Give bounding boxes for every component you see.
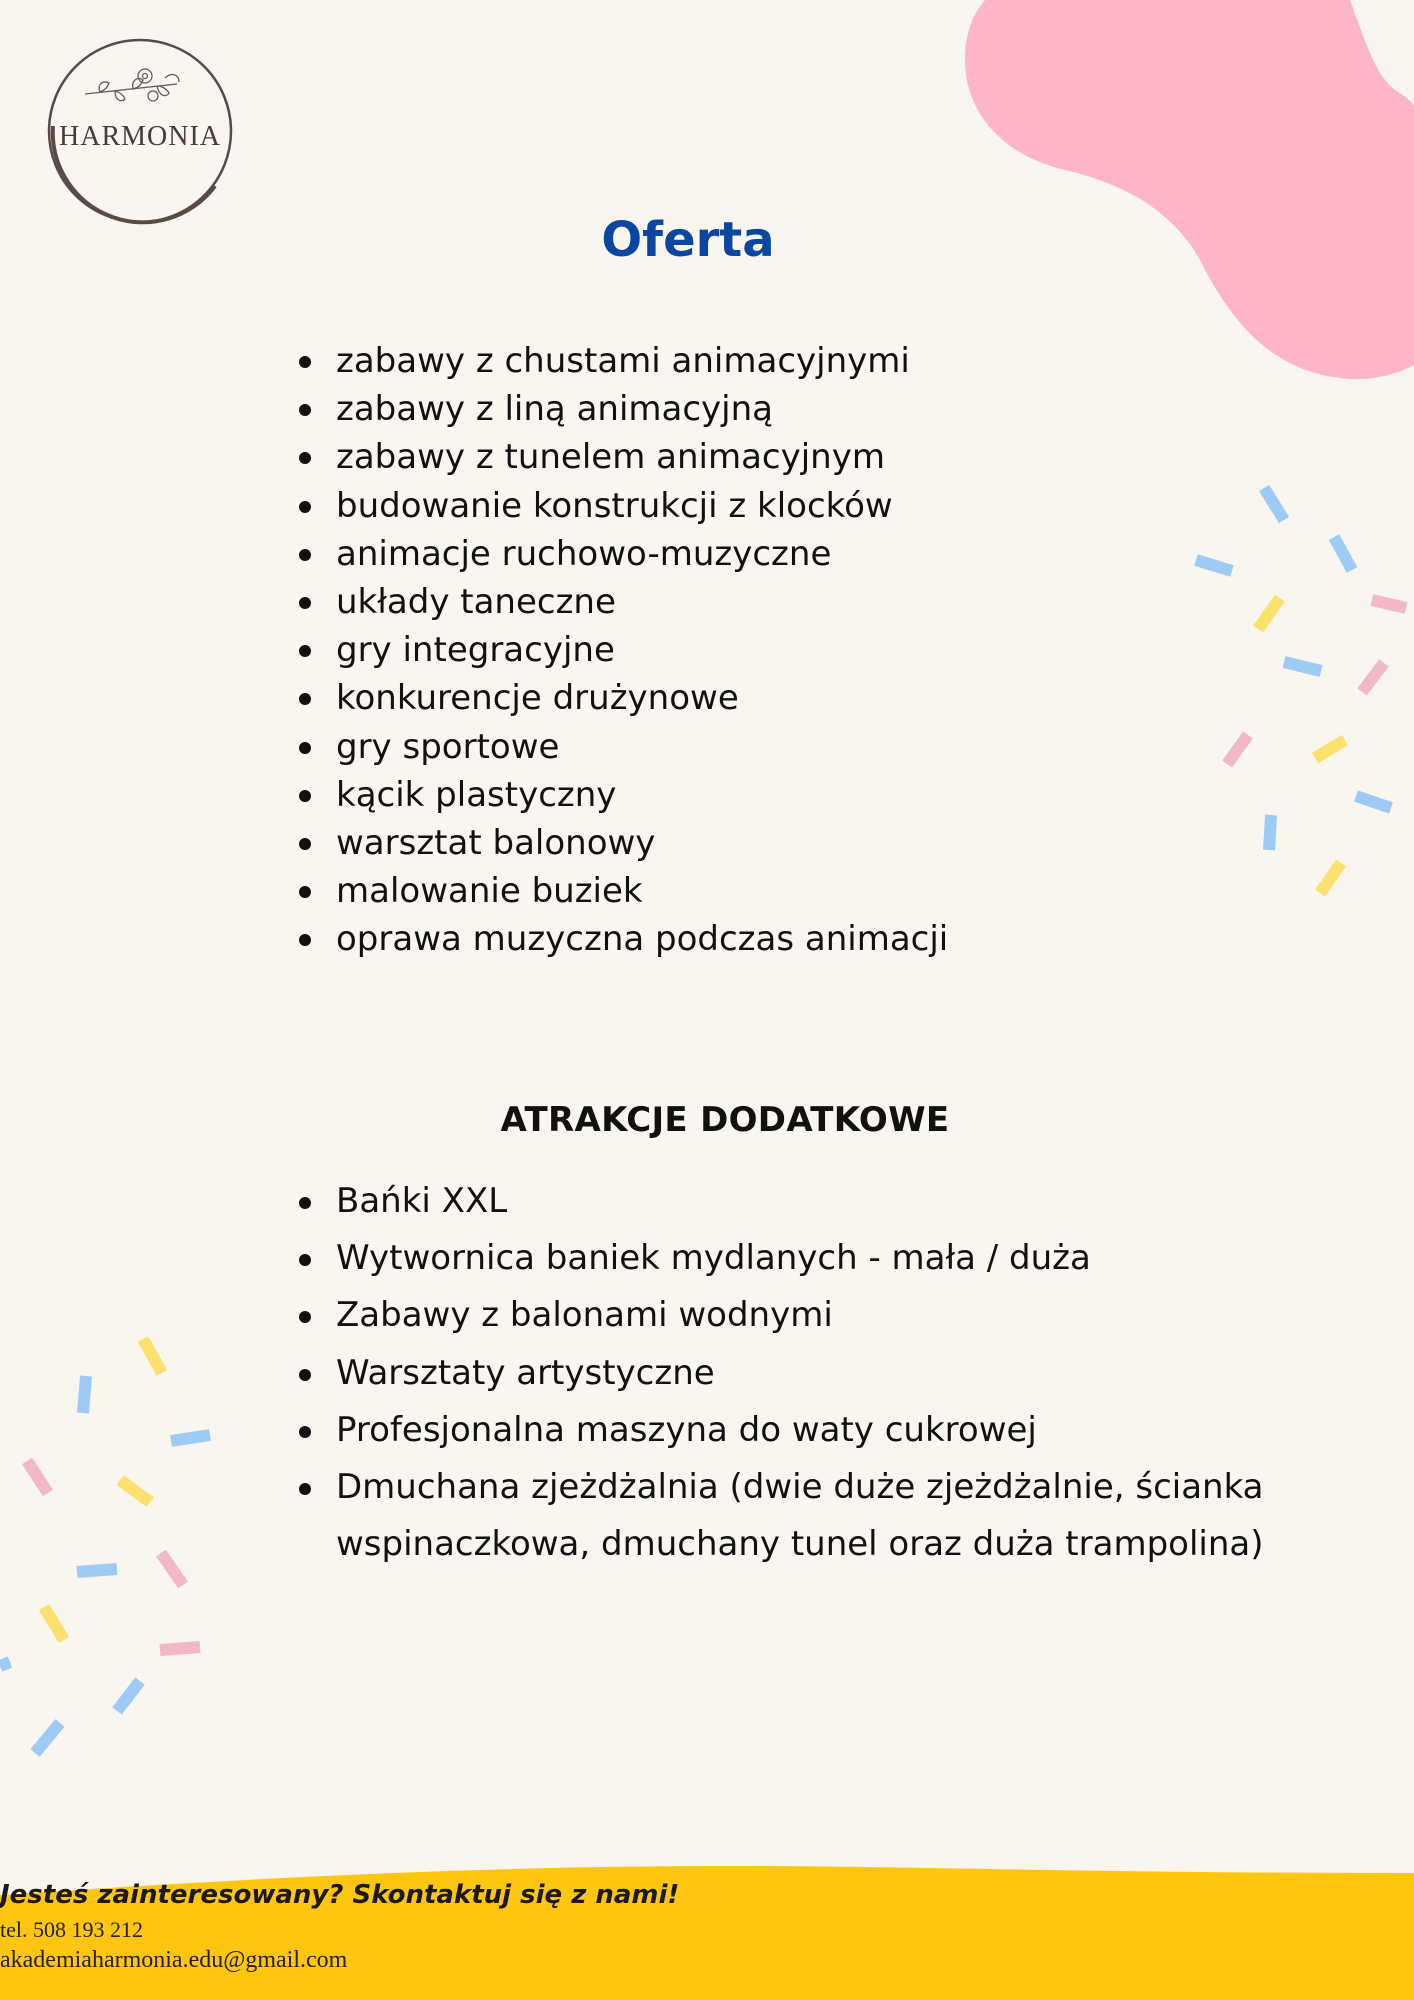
list-item: konkurencje drużynowe [336, 674, 948, 722]
extras-heading: ATRAKCJE DODATKOWE [500, 1100, 950, 1140]
list-item: Bańki XXL [336, 1173, 1266, 1230]
list-item: zabawy z chustami animacyjnymi [336, 337, 948, 385]
logo-text: HARMONIA [59, 121, 221, 152]
pink-blob [965, 0, 1414, 379]
list-item: gry sportowe [336, 723, 948, 771]
list-item: malowanie buziek [336, 867, 948, 915]
list-item: Wytwornica baniek mydlanych - mała / duża [336, 1230, 1266, 1287]
confetti-top-right [1196, 488, 1406, 893]
list-item: układy taneczne [336, 578, 948, 626]
contact-email: akademiaharmonia.edu@gmail.com [0, 1947, 348, 1973]
list-item: zabawy z tunelem animacyjnym [336, 433, 948, 481]
list-item: animacje ruchowo-muzyczne [336, 530, 948, 578]
list-item: Dmuchana zjeżdżalnia (dwie duże zjeżdżalnie, ścianka wspinaczkowa, dmuchany tunel oraz duża trampolina) [336, 1459, 1266, 1573]
offer-list [336, 337, 948, 964]
list-item: Warsztaty artystyczne [336, 1345, 1266, 1402]
list-item: kącik plastyczny [336, 771, 948, 819]
page-title: Oferta [601, 212, 775, 268]
list-item: oprawa muzyczna podczas animacji [336, 915, 948, 963]
contact-phone: tel. 508 193 212 [0, 1917, 143, 1942]
list-item: budowanie konstrukcji z klocków [336, 482, 948, 530]
extras-list [336, 1173, 1266, 1573]
list-item: gry integracyjne [336, 626, 948, 674]
list-item: Zabawy z balonami wodnymi [336, 1287, 1266, 1344]
confetti-bottom-left [0, 1339, 210, 1753]
list-item: Profesjonalna maszyna do waty cukrowej [336, 1402, 1266, 1459]
flower-branch-icon [85, 69, 179, 101]
contact-cta: Jesteś zainteresowany? Skontaktuj się z nami! [0, 1880, 680, 1910]
list-item: zabawy z liną animacyjną [336, 385, 948, 433]
list-item: warsztat balonowy [336, 819, 948, 867]
